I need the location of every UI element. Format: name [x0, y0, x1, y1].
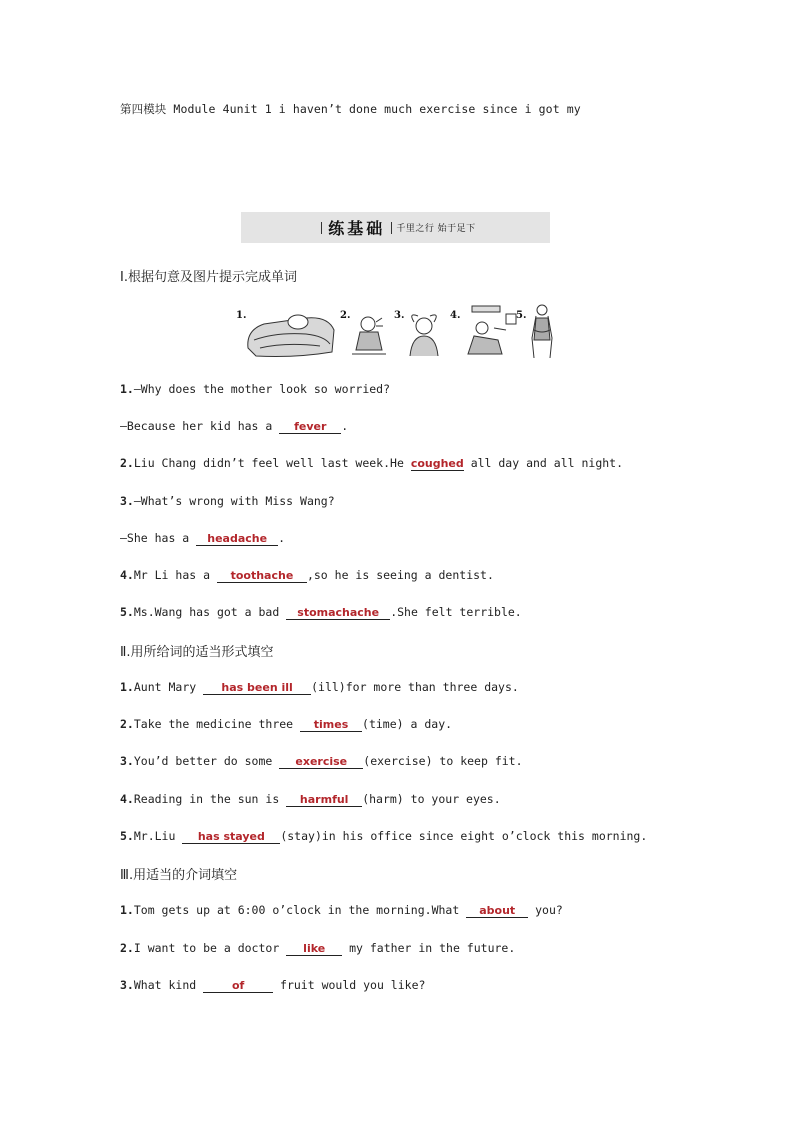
- question-text: Mr.Liu: [133, 829, 183, 843]
- question-number: 2.: [120, 456, 134, 470]
- question-number: 3.: [120, 494, 134, 508]
- question-number: 1.: [120, 903, 134, 917]
- part3-line-2: [120, 941, 515, 956]
- part2-line-1: [120, 680, 519, 695]
- part1-line-4: [120, 494, 335, 508]
- part2-line-5: [120, 829, 647, 844]
- section-banner: [241, 212, 550, 243]
- answer-blank: [203, 681, 311, 695]
- answer-like: like: [303, 942, 326, 955]
- question-text: I want to be a doctor: [133, 941, 287, 955]
- dentist-illustration: [468, 306, 516, 354]
- sick-in-bed-illustration: [248, 315, 334, 357]
- part2-line-4: [120, 792, 501, 807]
- question-text: —She has a: [120, 531, 197, 545]
- picture-label-5: 5.: [516, 310, 527, 321]
- answer-exercise: exercise: [295, 755, 348, 768]
- part1-line-2: [120, 419, 348, 434]
- coughing-boy-illustration: [352, 317, 386, 354]
- question-text: (stay)in his office since eight o’clock this morning.: [280, 829, 648, 843]
- part1-line-7: [120, 605, 522, 620]
- picture-label-1: 1.: [236, 310, 247, 321]
- answer-has-stayed: has stayed: [197, 830, 265, 843]
- question-number: 3.: [120, 754, 134, 768]
- question-text: all day and all night.: [463, 456, 624, 470]
- question-text: (exercise) to keep fit.: [363, 754, 523, 768]
- question-text: What kind: [133, 978, 204, 992]
- answer-fever: fever: [294, 420, 327, 433]
- question-text: You’d better do some: [133, 754, 280, 768]
- question-text: Mr Li has a: [133, 568, 217, 582]
- banner-sub-text: 千里之行 始于足下: [396, 224, 476, 234]
- part2-line-3: [120, 754, 523, 769]
- answer-times: times: [313, 718, 349, 731]
- question-number: 2.: [120, 941, 134, 955]
- answer-has-been-ill: has been ill: [221, 681, 293, 694]
- answer-stomachache: stomachache: [297, 606, 380, 619]
- picture-label-4: 4.: [450, 310, 461, 321]
- question-number: 4.: [120, 792, 134, 806]
- answer-toothache: toothache: [230, 569, 294, 582]
- part1-line-3: [120, 456, 623, 470]
- question-text: —Why does the mother look so worried?: [133, 382, 391, 396]
- banner-main-text: 练基础: [328, 219, 386, 238]
- answer-blank: [217, 569, 307, 583]
- illness-illustrations: [236, 300, 560, 360]
- question-text: —What’s wrong with Miss Wang?: [133, 494, 335, 508]
- question-text: —Because her kid has a: [120, 419, 280, 433]
- answer-blank: [286, 606, 390, 620]
- answer-blank: [182, 830, 280, 844]
- part2-line-2: [120, 717, 452, 732]
- answer-coughed: coughed: [410, 457, 464, 470]
- part3-line-3: [120, 978, 425, 993]
- answer-blank: [279, 755, 363, 769]
- stomachache-woman-illustration: [532, 305, 552, 358]
- question-number: 1.: [120, 382, 134, 396]
- picture-label-2: 2.: [340, 310, 351, 321]
- section-title-1: Ⅰ.根据句意及图片提示完成单词: [120, 270, 297, 285]
- question-number: 2.: [120, 717, 134, 731]
- question-text: (harm) to your eyes.: [362, 792, 501, 806]
- picture-label-3: 3.: [394, 310, 405, 321]
- question-number: 1.: [120, 680, 134, 694]
- question-text: Ms.Wang has got a bad: [133, 605, 287, 619]
- question-text: Tom gets up at 6:00 o’clock in the morning.What: [133, 903, 467, 917]
- headache-man-illustration: [410, 315, 438, 356]
- answer-blank: [279, 420, 341, 434]
- question-number: 5.: [120, 605, 134, 619]
- section-title-2: Ⅱ.用所给词的适当形式填空: [120, 645, 274, 660]
- answer-blank: [196, 532, 278, 546]
- part1-line-5: [120, 531, 285, 546]
- question-text: Take the medicine three: [133, 717, 301, 731]
- part1-line-6: [120, 568, 494, 583]
- illness-pictures: [236, 300, 560, 360]
- banner-divider-left: [321, 222, 322, 234]
- answer-headache: headache: [207, 532, 268, 545]
- question-number: 3.: [120, 978, 134, 992]
- question-text: (ill)for more than three days.: [311, 680, 519, 694]
- part1-line-1: [120, 382, 390, 396]
- question-text: fruit would you like?: [273, 978, 426, 992]
- question-number: 4.: [120, 568, 134, 582]
- answer-blank: [300, 718, 362, 732]
- answer-blank: [203, 979, 273, 993]
- question-text: you?: [528, 903, 563, 917]
- question-text: my father in the future.: [342, 941, 516, 955]
- answer-about: about: [479, 904, 516, 917]
- banner-divider-right: [391, 222, 392, 234]
- question-text: ,so he is seeing a dentist.: [306, 568, 494, 582]
- section-title-3: Ⅲ.用适当的介词填空: [120, 868, 238, 883]
- document-title: 第四模块 Module 4unit 1 i haven’t done much exercise since i got my: [120, 102, 581, 116]
- question-text: .: [278, 531, 286, 545]
- question-text: Liu Chang didn’t feel well last week.He: [133, 456, 411, 470]
- answer-blank: [466, 904, 528, 918]
- part3-line-1: [120, 903, 563, 918]
- answer-blank: [286, 942, 342, 956]
- question-text: Reading in the sun is: [133, 792, 287, 806]
- answer-blank: [286, 793, 362, 807]
- question-number: 5.: [120, 829, 134, 843]
- answer-of: of: [231, 979, 245, 992]
- question-text: Aunt Mary: [133, 680, 204, 694]
- question-text: .She felt terrible.: [390, 605, 522, 619]
- answer-harmful: harmful: [299, 793, 349, 806]
- question-text: .: [341, 419, 349, 433]
- question-text: (time) a day.: [362, 717, 453, 731]
